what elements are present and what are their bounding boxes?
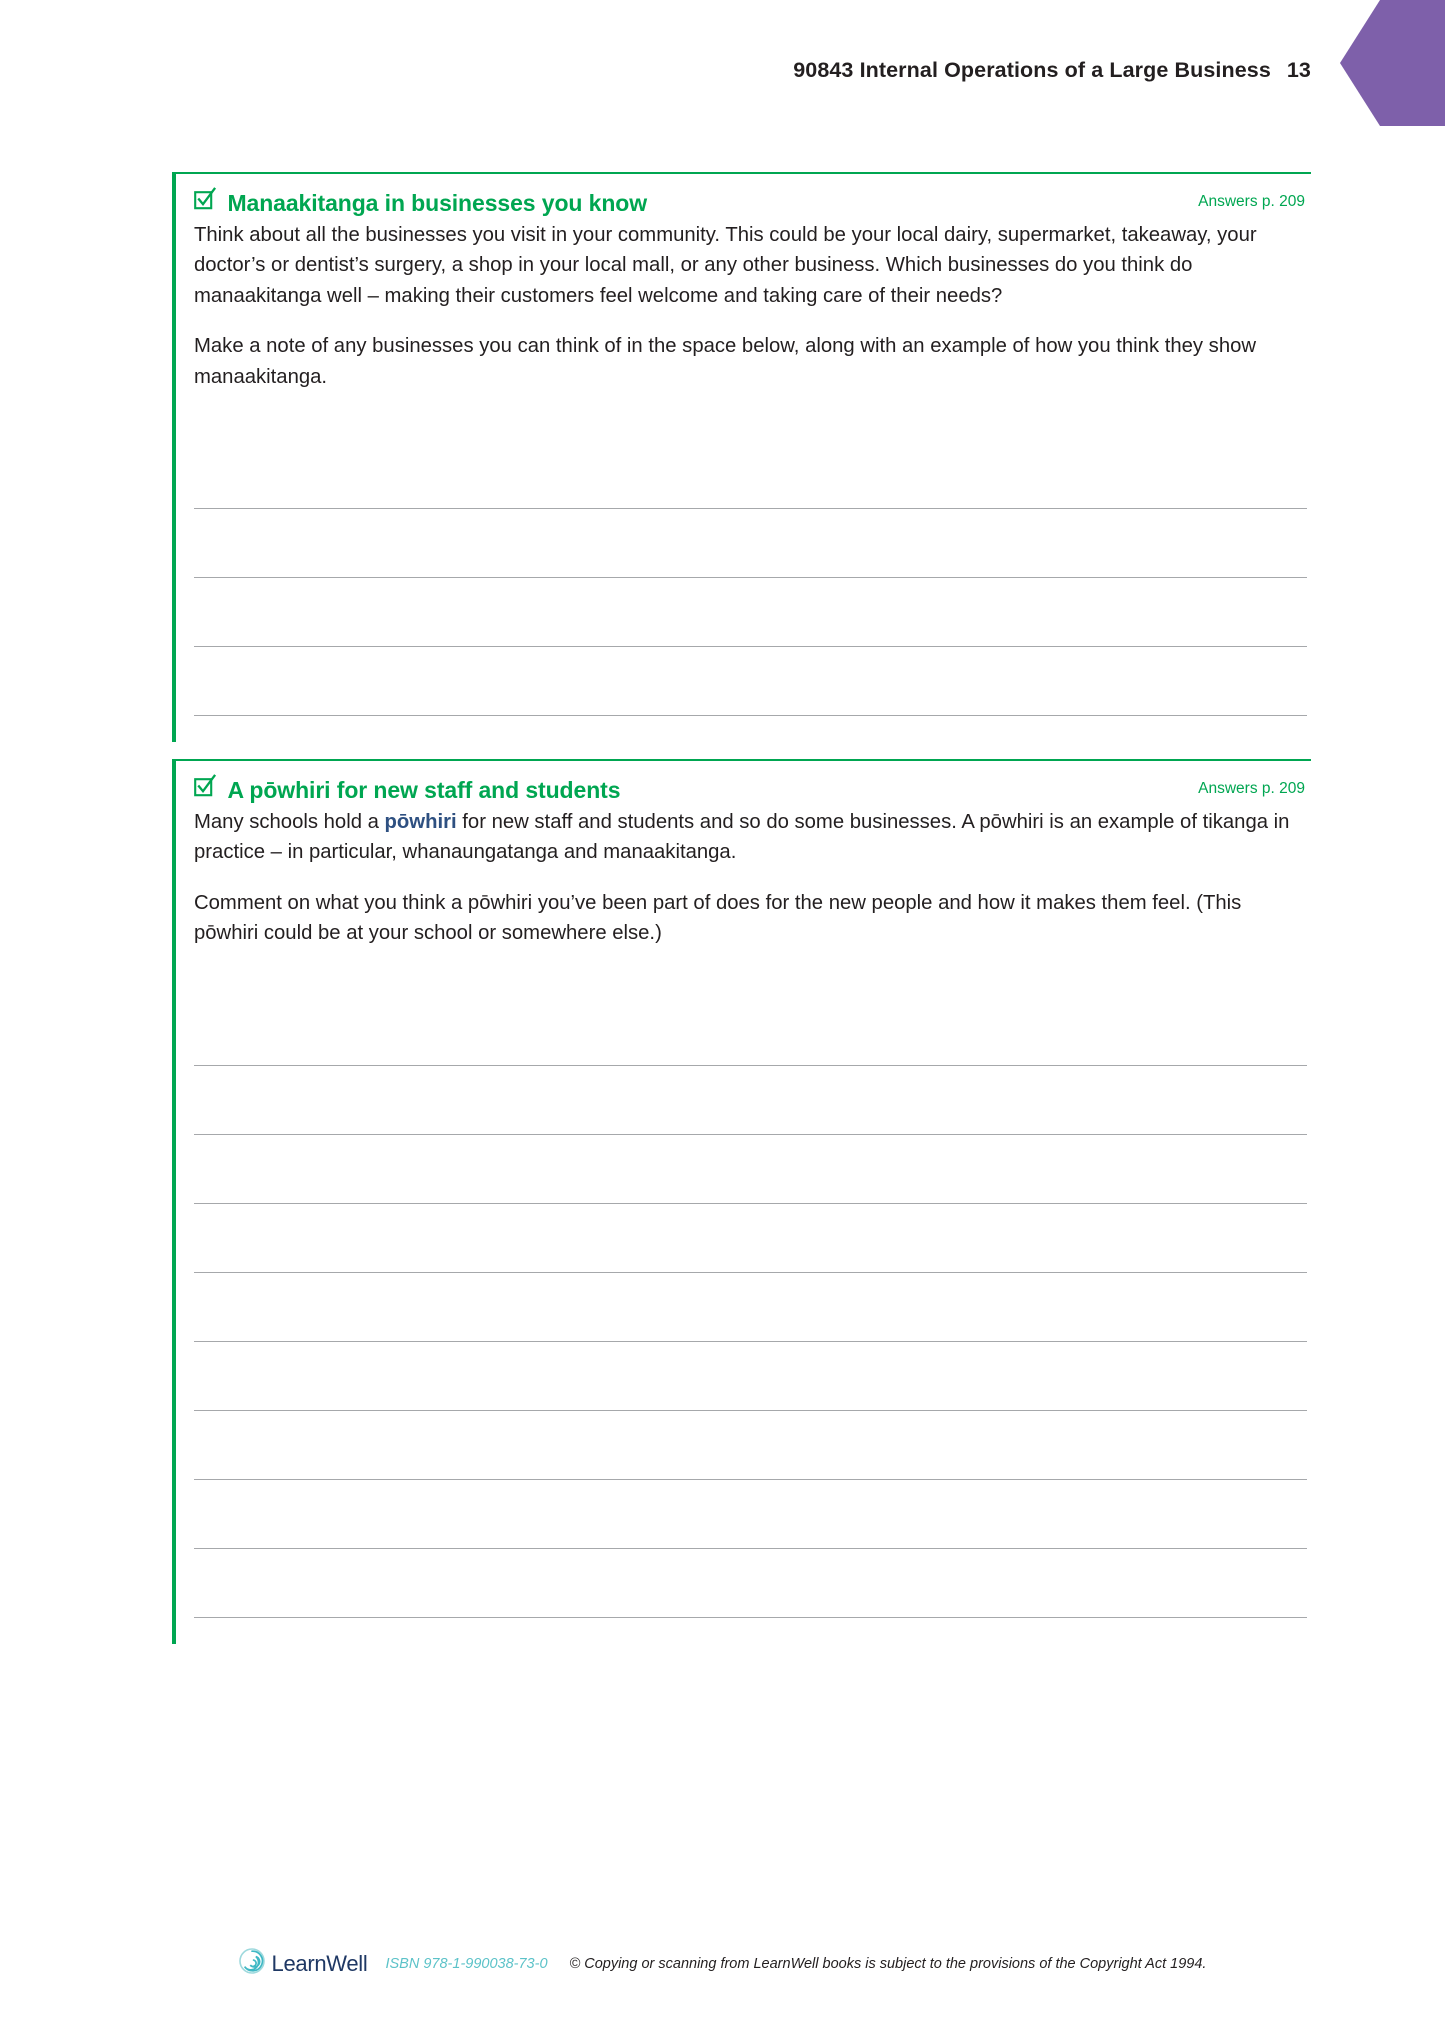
answer-line[interactable] xyxy=(194,1549,1307,1618)
activity-paragraph xyxy=(194,807,1305,868)
isbn-text: ISBN 978-1-990038-73-0 xyxy=(385,1955,548,1972)
activity-title: A pōwhiri for new staff and students xyxy=(227,777,621,804)
answer-lines-spacer xyxy=(194,410,1307,440)
page-footer xyxy=(0,1948,1445,1979)
activity-body xyxy=(176,220,1311,392)
answer-line[interactable] xyxy=(194,578,1307,647)
answer-line[interactable] xyxy=(194,1480,1307,1549)
answer-line[interactable] xyxy=(194,440,1307,509)
copyright-notice: © Copying or scanning from LearnWell books is subject to the provisions of the Copyright Act 1994. xyxy=(569,1955,1207,1972)
answers-reference: Answers p. 209 xyxy=(1198,780,1305,797)
activity-paragraph: Comment on what you think a pōwhiri you’ve been part of does for the new people and how it makes them feel. (This pōwhiri could be at your school or somewhere else.) xyxy=(194,891,1242,945)
purple-corner-tab xyxy=(1340,0,1445,126)
activity-header xyxy=(176,174,1311,220)
activity-title: Manaakitanga in businesses you know xyxy=(227,190,648,217)
spiral-logo-icon xyxy=(239,1948,265,1979)
activity-paragraph: Think about all the businesses you visit in your community. This could be your local dairy, supermarket, takeaway, your doctor’s or dentist’s surgery, a shop in your local mall, or any other business. Which businesses do you think do manaakitanga well – making their customers feel welcome and taking care of their needs? xyxy=(194,224,1257,307)
answer-line[interactable] xyxy=(194,1342,1307,1411)
answer-line[interactable] xyxy=(194,1411,1307,1480)
answer-lines-spacer xyxy=(194,967,1307,997)
answer-line[interactable] xyxy=(194,1273,1307,1342)
logo-wordmark: LearnWell xyxy=(271,1950,368,1976)
page-header xyxy=(0,58,1311,83)
activity-paragraph: Make a note of any businesses you can think of in the space below, along with an example of how you think they show manaakitanga. xyxy=(194,335,1257,388)
answer-line[interactable] xyxy=(194,509,1307,578)
answer-lines-spacer xyxy=(194,716,1307,742)
activity-header xyxy=(176,761,1311,807)
activity-body xyxy=(176,807,1311,949)
activity-box-powhiri xyxy=(172,759,1311,1644)
page-number: 13 xyxy=(1286,58,1311,82)
paragraph-text-post: for new staff and students and so do some businesses. A pōwhiri is an example of tikanga in practice – in particular, whanaungatanga and manaakitanga. xyxy=(194,811,1290,864)
answer-line[interactable] xyxy=(194,1204,1307,1273)
checkbox-checked-icon xyxy=(194,187,216,216)
answer-line[interactable] xyxy=(194,1066,1307,1135)
answers-reference: Answers p. 209 xyxy=(1198,193,1305,210)
answer-line[interactable] xyxy=(194,997,1307,1066)
answer-lines-spacer xyxy=(194,1618,1307,1644)
answer-lines xyxy=(176,410,1311,742)
activity-box-manaakitanga xyxy=(172,172,1311,742)
learnwell-logo xyxy=(239,1948,368,1979)
answer-line[interactable] xyxy=(194,647,1307,716)
glossary-term-powhiri: pōwhiri xyxy=(384,811,457,833)
checkbox-checked-icon xyxy=(194,774,216,803)
page-title: 90843 Internal Operations of a Large Business xyxy=(793,58,1271,82)
answer-line[interactable] xyxy=(194,1135,1307,1204)
paragraph-text-pre: Many schools hold a xyxy=(194,811,385,833)
answer-lines xyxy=(176,967,1311,1644)
